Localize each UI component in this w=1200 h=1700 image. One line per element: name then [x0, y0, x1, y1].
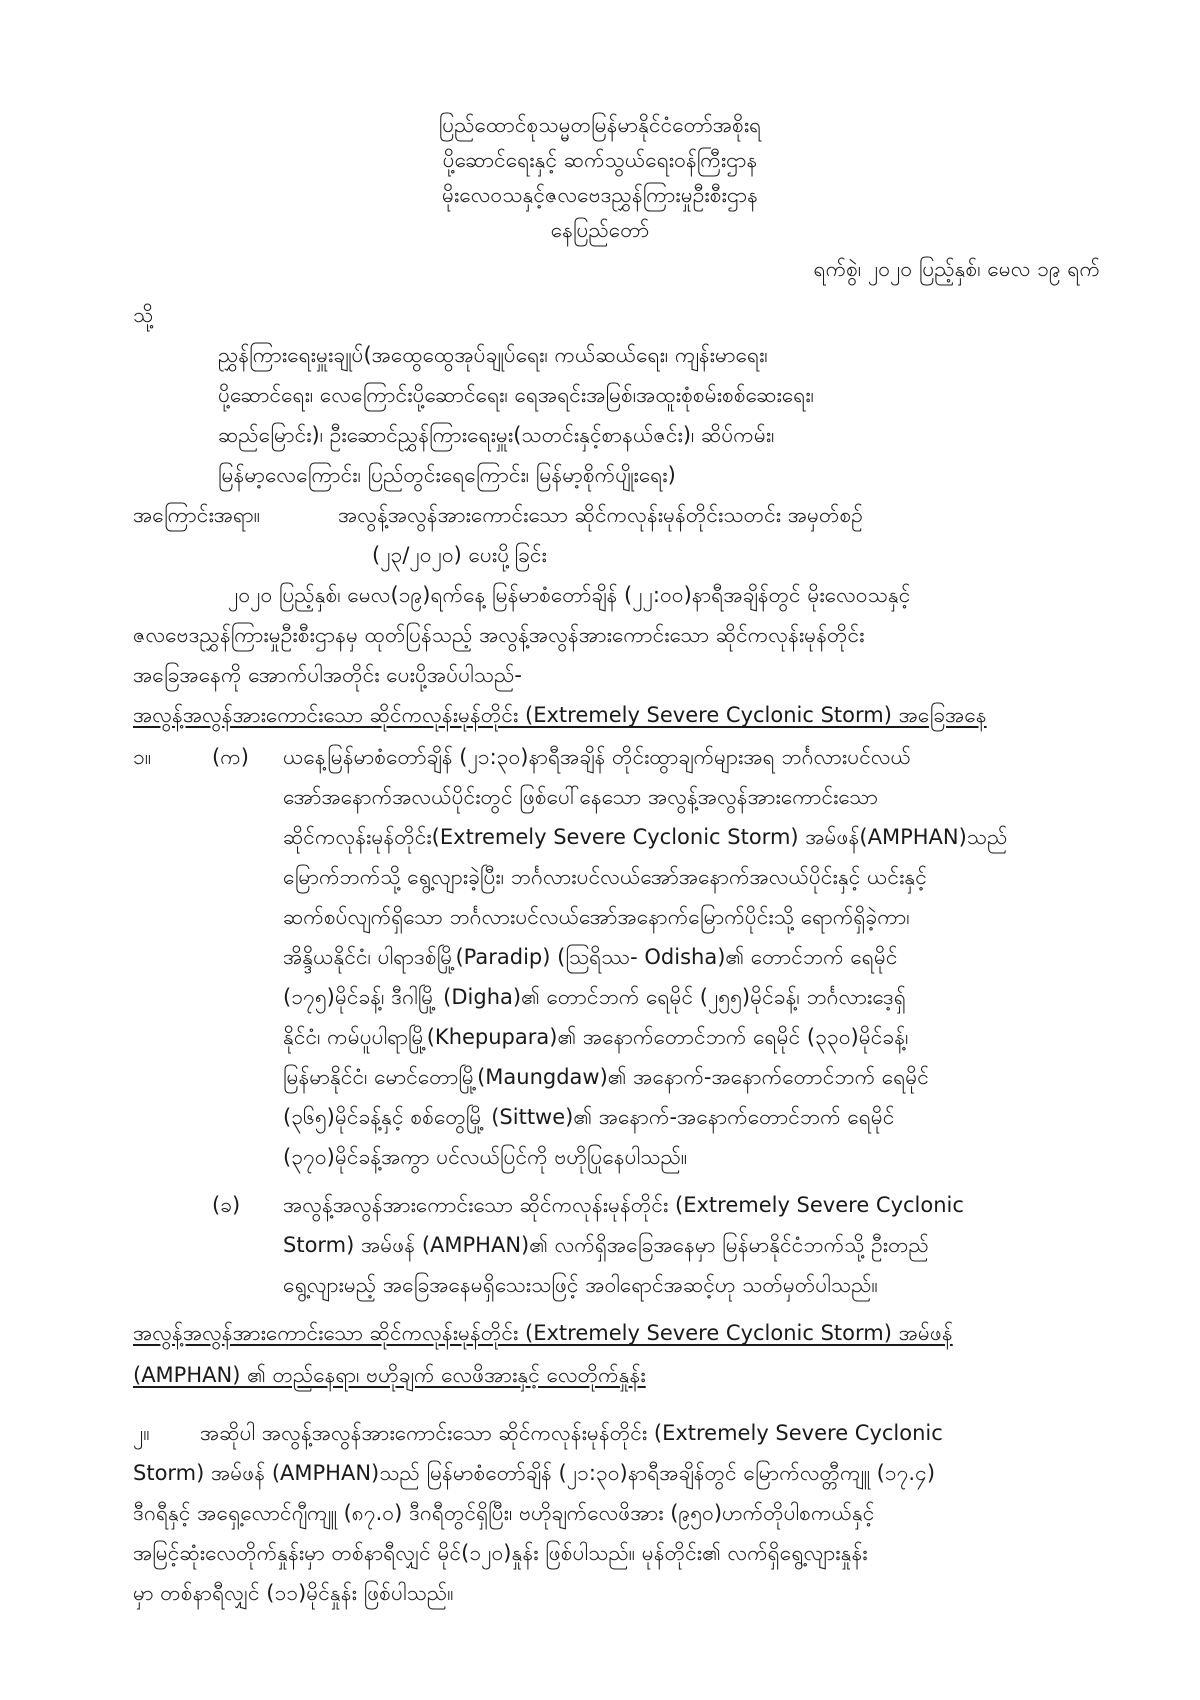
- recipient-line: ပို့ဆောင်ရေး၊ လေကြောင်းပို့ဆောင်ရေး၊ ရေအရင်းအမြစ်၊အထူးစုံစမ်းစစ်ဆေးရေး၊: [218, 383, 814, 407]
- section-heading-status: အလွန့်အလွန်အားကောင်းသော ဆိုင်ကလုန်းမုန်တိုင်း (Extremely Severe Cyclonic Storm) အခြေအနေ: [133, 703, 987, 727]
- sub-item-marker: (ခ): [212, 1193, 241, 1217]
- intro-line: ဇလဗေဒညွှန်ကြားမှုဦးစီးဌာနမှ ထုတ်ပြန်သည့် အလွန့်အလွန်အားကောင်းသော ဆိုင်ကလုန်းမုန်တိုင်း: [133, 623, 865, 647]
- header-ministry: ပို့ဆောင်ရေးနှင့် ဆက်သွယ်ရေးဝန်ကြီးဌာန: [442, 148, 758, 172]
- header-location: နေပြည်တော်: [550, 218, 650, 242]
- paragraph-line: ရွေ့လျားမည့် အခြေအနေမရှိသေးသဖြင့် အဝါရောင်အဆင့်ဟု သတ်မှတ်ပါသည်။: [283, 1273, 878, 1297]
- header-government: ပြည်ထောင်စုသမ္မတမြန်မာနိုင်ငံတော်အစိုးရ: [438, 113, 762, 137]
- paragraph-line: မြောက်ဘက်သို့ ရွေ့လျားခဲ့ပြီး၊ ဘင်္ဂလားပင်လယ်အော်အနောက်အလယ်ပိုင်းနှင့် ယင်းနှင့်: [283, 865, 927, 889]
- header-department: မိုးလေဝသနှင့်ဇလဗေဒညွှန်ကြားမှုဦးစီးဌာန: [441, 183, 759, 207]
- paragraph-line: ယနေ့မြန်မာစံတော်ချိန် (၂၁:၃၀)နာရီအချိန် တိုင်းထွာချက်များအရ ဘင်္ဂလားပင်လယ်: [283, 745, 911, 769]
- paragraph-line: (၃၇၀)မိုင်ခန့်အကွာ ပင်လယ်ပြင်ကို ဗဟိုပြုနေပါသည်။: [283, 1145, 688, 1169]
- recipient-line: ဆည်မြောင်း)၊ ဦးဆောင်ညွှန်ကြားရေးမှူး(သတင်းနှင့်စာနယ်ဇင်း)၊ ဆိပ်ကမ်း၊: [218, 423, 775, 447]
- intro-line: ၂၀၂၀ ပြည့်နှစ်၊ မေလ(၁၉)ရက်နေ့ မြန်မာစံတော်ချိန် (၂၂:၀၀)နာရီအချိန်တွင် မိုးလေဝသနှင့်: [228, 583, 911, 607]
- paragraph-line: မှာ တစ်နာရီလျှင် (၁၁)မိုင်နှုန်း ဖြစ်ပါသည်။: [133, 1581, 454, 1605]
- paragraph-line: Storm) အမ်ဖန် (AMPHAN)၏ လက်ရှိအခြေအနေမှာ မြန်မာနိုင်ငံဘက်သို့ ဦးတည်: [283, 1233, 929, 1257]
- subject-line: (၂၃/၂၀၂၀) ပေးပို့ခြင်း: [372, 543, 547, 567]
- subject-label: အကြောင်းအရာ။: [133, 503, 261, 527]
- paragraph-line: အိန္ဒိယနိုင်ငံ၊ ပါရာဒစ်မြို့(Paradip) (ဩရိဿ- Odisha)၏ တောင်ဘက် ရေမိုင်: [283, 945, 898, 969]
- recipient-line: ညွှန်ကြားရေးမှူးချုပ်(အထွေထွေအုပ်ချုပ်ရေး၊ ကယ်ဆယ်ရေး၊ ကျန်းမာရေး၊: [218, 343, 768, 367]
- paragraph-line: အလွန့်အလွန်အားကောင်းသော ဆိုင်ကလုန်းမုန်တိုင်း (Extremely Severe Cyclonic: [283, 1193, 964, 1217]
- paragraph-line: ဒီဂရီနှင့် အရှေ့လောင်ဂျီကျူ (၈၇.၀) ဒီဂရီတွင်ရှိပြီး၊ ဗဟိုချက်လေဖိအား (၉၅၀)ဟက်တိုပါစကယ်နှင့်: [133, 1501, 875, 1525]
- paragraph-line: အမြင့်ဆုံးလေတိုက်နှုန်းမှာ တစ်နာရီလျှင် မိုင်(၁၂၀)နှုန်း ဖြစ်ပါသည်။ မုန်တိုင်း၏ လက်ရှိရွေ့လျားနှုန်း: [133, 1541, 868, 1565]
- paragraph-number: ၂။: [133, 1421, 150, 1445]
- recipient-line: မြန်မာ့လေကြောင်း၊ ပြည်တွင်းရေကြောင်း၊ မြန်မာ့စိုက်ပျိုးရေး): [218, 463, 676, 487]
- intro-line: အခြေအနေကို အောက်ပါအတိုင်း ပေးပို့အပ်ပါသည်-: [133, 663, 522, 687]
- subject-line: အလွန့်အလွန်အားကောင်းသော ဆိုင်ကလုန်းမုန်တိုင်းသတင်း အမှတ်စဉ်: [338, 503, 863, 527]
- section-heading-location: (AMPHAN) ၏ တည်နေရာ၊ ဗဟိုချက် လေဖိအားနှင့် လေတိုက်နှုန်း: [133, 1363, 646, 1387]
- paragraph-number: ၁။: [133, 745, 152, 769]
- paragraph-line: မြန်မာနိုင်ငံ၊ မောင်တောမြို့(Maungdaw)၏ အနောက်-အနောက်တောင်ဘက် ရေမိုင်: [283, 1065, 929, 1089]
- paragraph-line: ဆိုင်ကလုန်းမုန်တိုင်း(Extremely Severe Cyclonic Storm) အမ်ဖန်(AMPHAN)သည်: [283, 825, 1008, 849]
- section-heading-location: အလွန့်အလွန်အားကောင်းသော ဆိုင်ကလုန်းမုန်တိုင်း (Extremely Severe Cyclonic Storm) အမ်ဖန်: [133, 1321, 953, 1345]
- paragraph-line: အဆိုပါ အလွန့်အလွန်အားကောင်းသော ဆိုင်ကလုန်းမုန်တိုင်း (Extremely Severe Cyclonic: [200, 1421, 943, 1445]
- paragraph-line: အော်အနောက်အလယ်ပိုင်းတွင် ဖြစ်ပေါ်နေသော အလွန့်အလွန်အားကောင်းသော: [283, 785, 878, 809]
- paragraph-line: (၃၆၅)မိုင်ခန့်နှင့် စစ်တွေမြို့ (Sittwe)၏ အနောက်-အနောက်တောင်ဘက် ရေမိုင်: [283, 1105, 895, 1129]
- paragraph-line: (၁၇၅)မိုင်ခန့်၊ ဒီဂါမြို့ (Digha)၏ တောင်ဘက် ရေမိုင် (၂၅၅)မိုင်ခန့်၊ ဘင်္ဂလားဒေ့ရှ်: [283, 985, 906, 1009]
- paragraph-line: Storm) အမ်ဖန် (AMPHAN)သည် မြန်မာစံတော်ချိန် (၂၁:၃၀)နာရီအချိန်တွင် မြောက်လတ္တီကျူ (၁၇.၄): [133, 1461, 936, 1485]
- document-date: ရက်စွဲ၊ ၂၀၂၀ ပြည့်နှစ်၊ မေလ ၁၉ ရက်: [813, 257, 1100, 281]
- paragraph-line: နိုင်ငံ၊ ကမ်ပူပါရာမြို့(Khepupara)၏ အနောက်တောင်ဘက် ရေမိုင် (၃၃၀)မိုင်ခန့်၊: [283, 1025, 909, 1049]
- sub-item-marker: (က): [212, 745, 249, 769]
- paragraph-line: ဆက်စပ်လျက်ရှိသော ဘင်္ဂလားပင်လယ်အော်အနောက်မြောက်ပိုင်းသို့ ရောက်ရှိခဲ့ကာ၊: [283, 905, 910, 929]
- to-label: သို့: [133, 303, 154, 327]
